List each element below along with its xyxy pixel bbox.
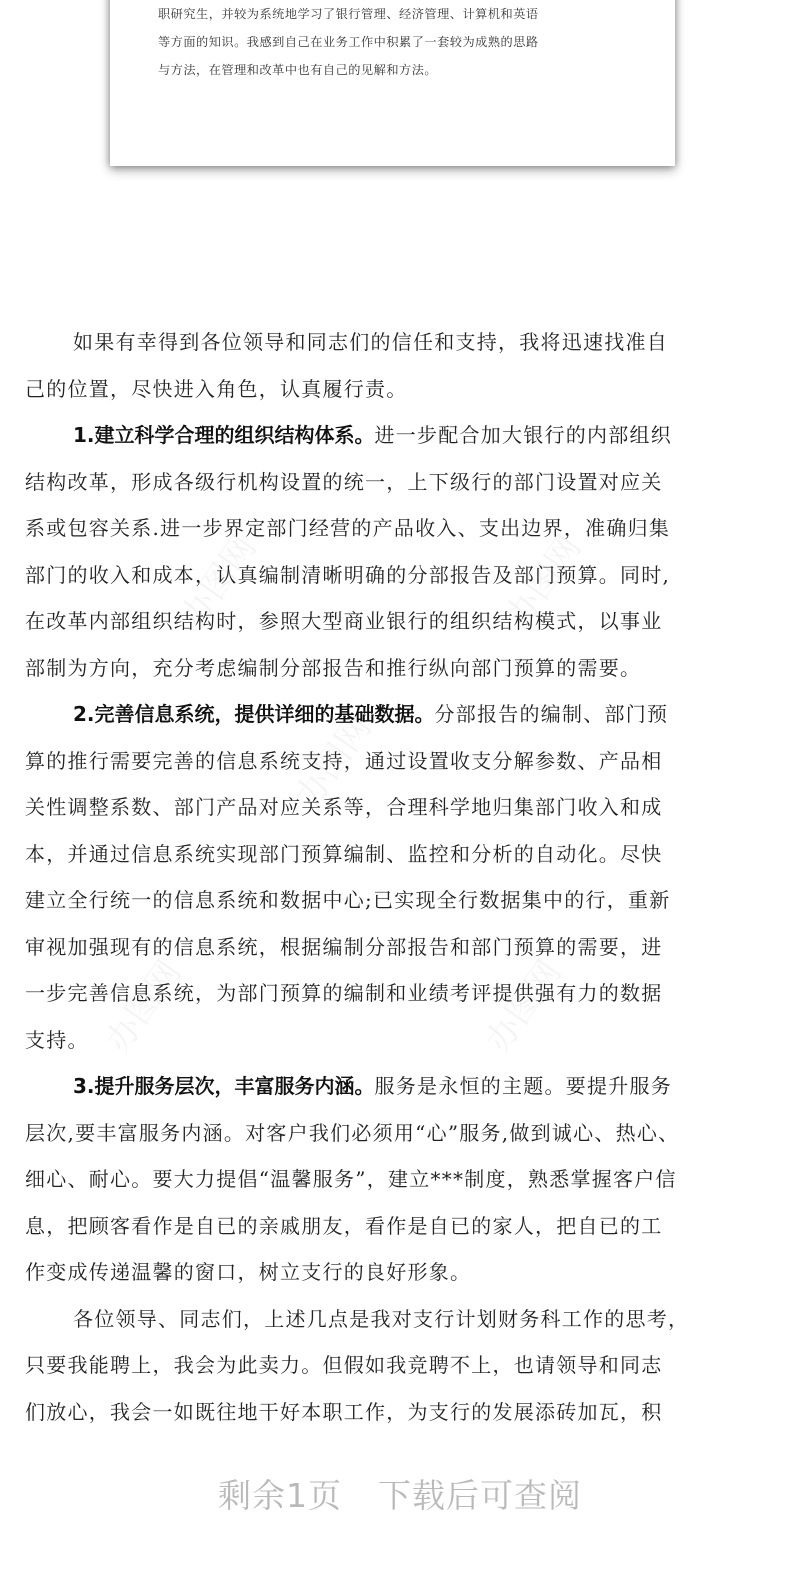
section-1-first-line — [25, 412, 775, 459]
section-2-first-line — [25, 691, 775, 738]
section-3-heading: 3.提升服务层次，丰富服务内涵。 — [73, 1074, 375, 1098]
section-3-first-line — [25, 1063, 775, 1110]
document-body — [25, 319, 775, 1435]
section-3-line: 作变成传递温馨的窗口，树立支行的良好形象。 — [25, 1260, 472, 1284]
section-2-line: 本，并通过信息系统实现部门预算编制、监控和分析的自动化。尽快 — [25, 841, 663, 866]
section-2-line: 一步完善信息系统，为部门预算的编制和业绩考评提供强有力的数据 — [25, 981, 663, 1005]
preview-card-text — [158, 0, 658, 84]
closing-line: 各位领导、同志们，上述几点是我对支行计划财务科工作的思考， — [73, 1306, 690, 1331]
section-1-line: 结构改革，形成各级行机构设置的统一，上下级行的部门设置对应关 — [25, 469, 663, 494]
section-1-heading: 1.建立科学合理的组织结构体系。 — [73, 423, 375, 447]
section-3-first-line-text: 服务是永恒的主题。要提升服务 — [374, 1074, 673, 1098]
section-2-line: 算的推行需要完善的信息系统支持，通过设置收支分解参数、产品相 — [25, 748, 663, 773]
section-3-line: 息，把顾客看作是自已的亲戚朋友，看作是自已的家人，把自已的工 — [25, 1213, 663, 1238]
section-1-line: 在改革内部组织结构时，参照大型商业银行的组织结构模式，以事业 — [25, 609, 663, 633]
download-prompt[interactable] — [0, 1470, 800, 1517]
section-2-line: 关性调整系数、部门产品对应关系等，合理科学地归集部门收入和成 — [25, 795, 663, 819]
intro-line: 如果有幸得到各位领导和同志们的信任和支持，我将迅速找准自 — [73, 330, 668, 354]
closing-line: 只要我能聘上，我会为此卖力。但假如我竞聘不上，也请领导和同志 — [25, 1353, 663, 1377]
section-1-line: 部门的收入和成本，认真编制清晰明确的分部报告及部门预算。同时, — [25, 562, 671, 587]
section-2-first-line-text: 分部报告的编制、部门预 — [434, 702, 669, 726]
section-3-line: 层次,要丰富服务内涵。对客户我们必须用“心”服务,做到诚心、热心、 — [25, 1120, 680, 1145]
section-1-first-line-text: 进一步配合加大银行的内部组织 — [374, 423, 673, 447]
document-preview-card — [110, 0, 675, 166]
section-3-line: 细心、耐心。要大力提倡“温馨服务”，建立***制度，熟悉掌握客户信 — [25, 1167, 677, 1191]
preview-line: 等方面的知识。我感到自己在业务工作中积累了一套较为成熟的思路 — [158, 35, 539, 49]
section-2-line: 支持。 — [25, 1027, 89, 1052]
intro-line: 己的位置，尽快进入角色，认真履行责。 — [25, 376, 408, 401]
section-2-line: 建立全行统一的信息系统和数据中心;已实现全行数据集中的行，重新 — [25, 888, 671, 912]
closing-line: 们放心，我会一如既往地干好本职工作，为支行的发展添砖加瓦，积 — [25, 1399, 663, 1424]
preview-line: 职研究生，并较为系统地学习了银行管理、经济管理、计算机和英语 — [158, 7, 539, 21]
preview-line: 与方法，在管理和改革中也有自己的见解和方法。 — [158, 63, 438, 77]
section-1-line: 部制为方向，充分考虑编制分部报告和推行纵向部门预算的需要。 — [25, 655, 642, 680]
remaining-pages-label: 剩余1页 — [218, 1476, 342, 1515]
section-2-heading: 2.完善信息系统，提供详细的基础数据。 — [73, 702, 435, 726]
section-1-line: 系或包容关系.进一步界定部门经营的产品收入、支出边界，准确归集 — [25, 516, 671, 540]
section-2-line: 审视加强现有的信息系统，根据编制分部报告和部门预算的需要，进 — [25, 934, 663, 959]
download-hint-label: 下载后可查阅 — [378, 1476, 582, 1515]
